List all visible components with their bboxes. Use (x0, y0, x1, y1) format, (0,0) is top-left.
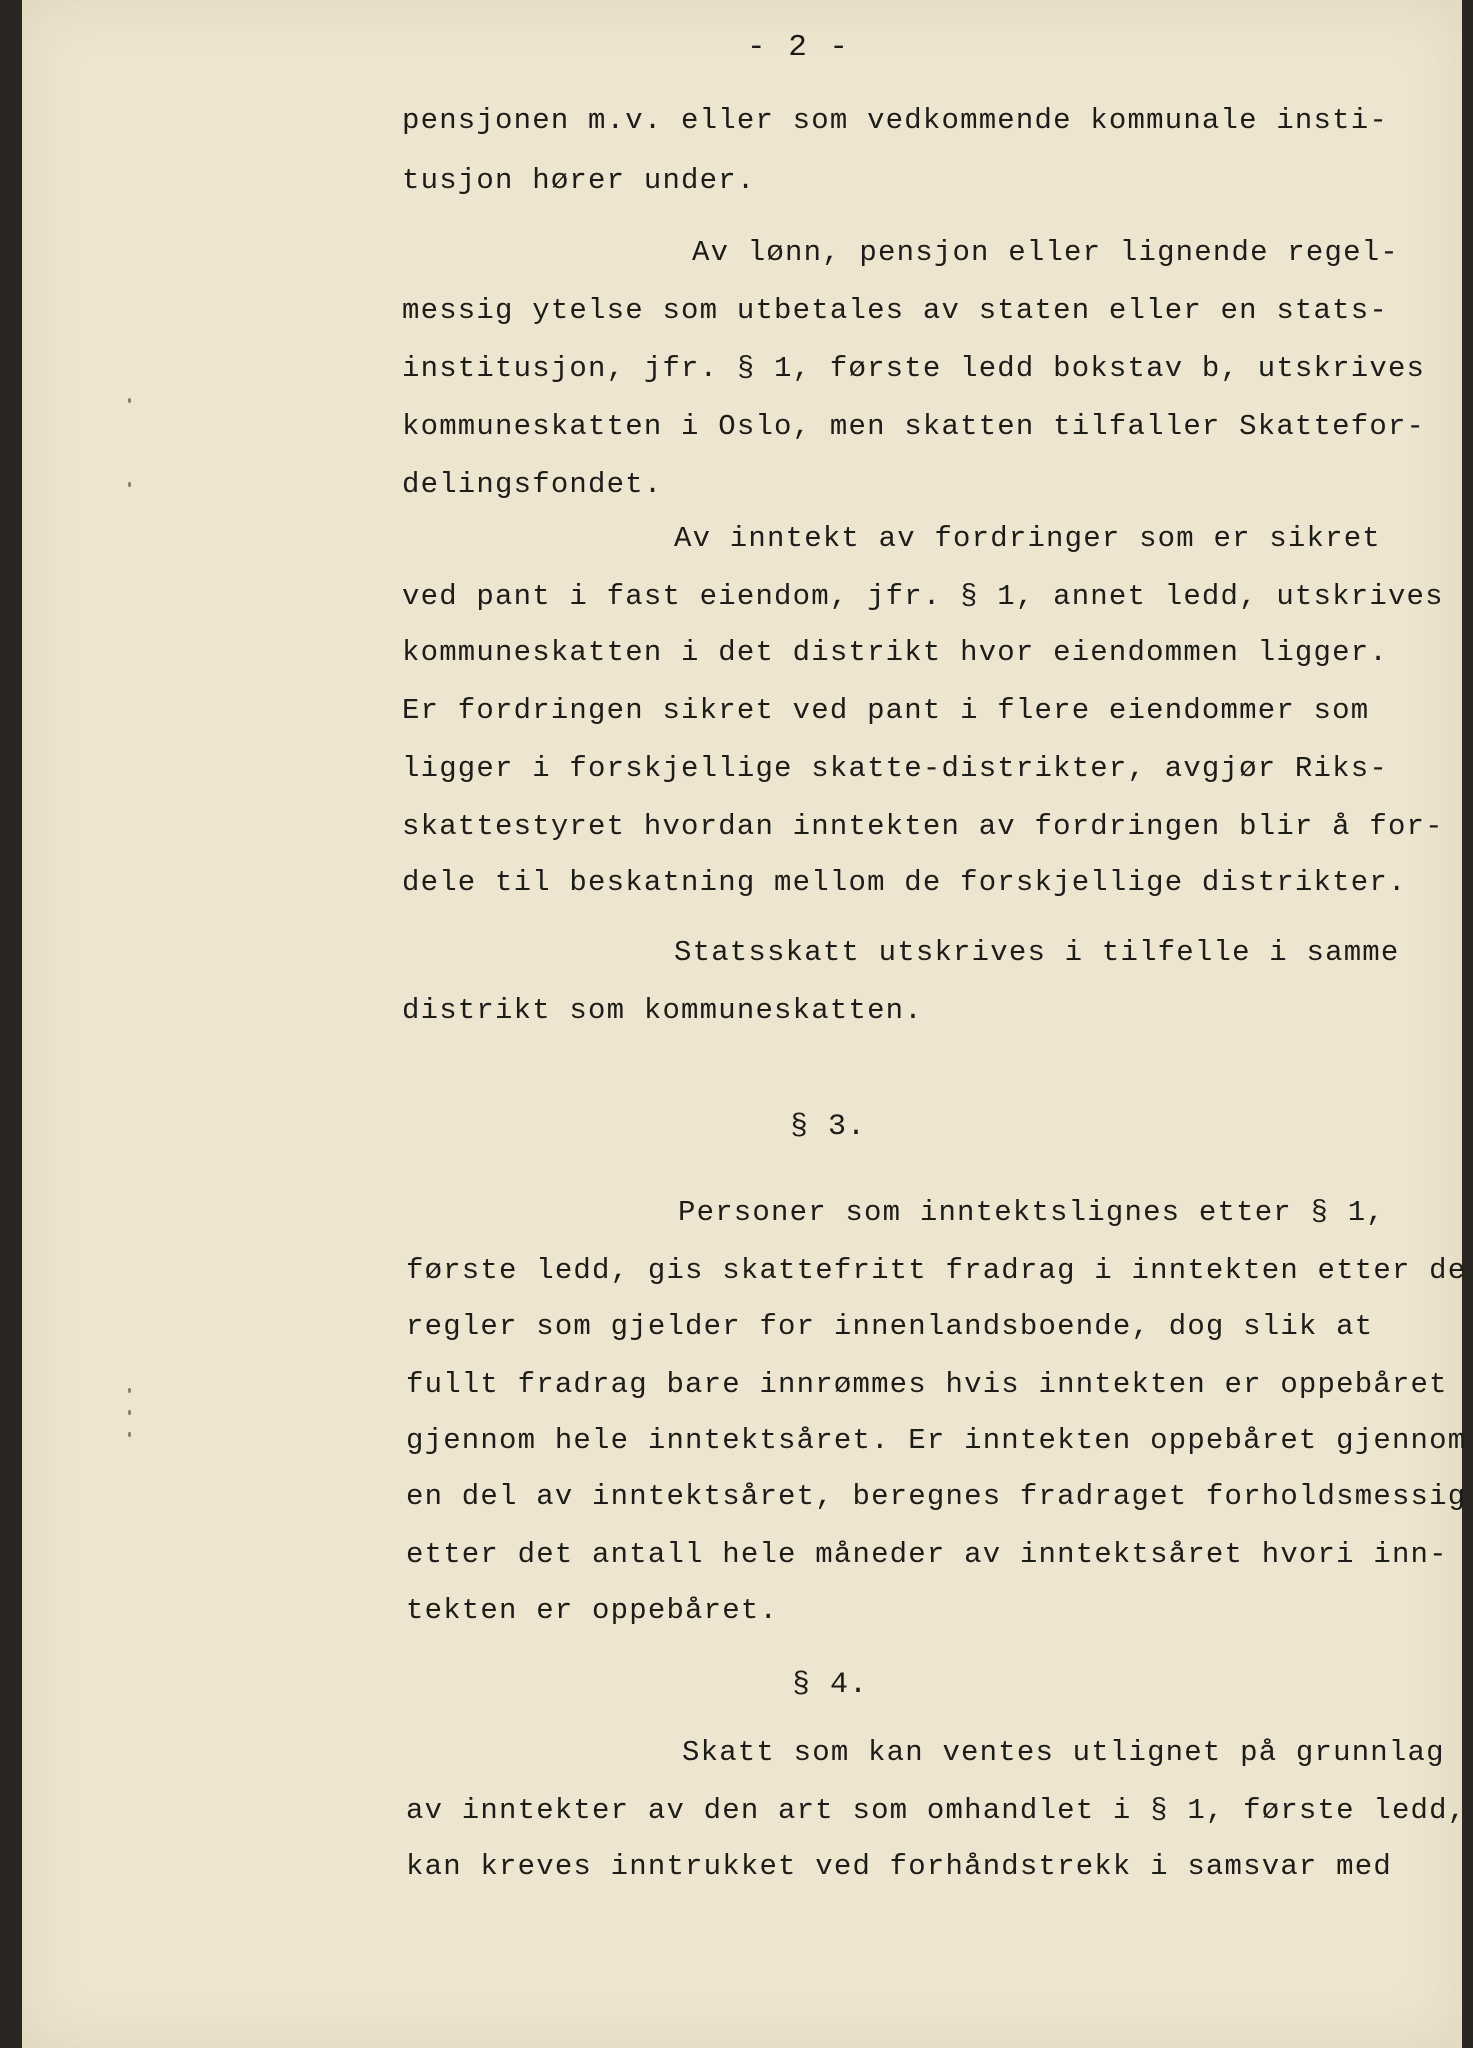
text-line: en del av inntektsåret, beregnes fradraget forholdsmessig (406, 1480, 1467, 1513)
text-line: etter det antall hele måneder av inntektsåret hvori inn- (406, 1538, 1448, 1571)
text-line: tekten er oppebåret. (406, 1594, 779, 1627)
text-line: kommuneskatten i Oslo, men skatten tilfaller Skattefor- (402, 410, 1426, 443)
margin-mark (128, 1410, 131, 1415)
section-heading: § 4. (792, 1668, 869, 1702)
text-line: kommuneskatten i det distrikt hvor eiendommen ligger. (402, 636, 1388, 669)
page-number: - 2 - (747, 30, 851, 65)
document-page (22, 0, 1467, 2048)
text-line: messig ytelse som utbetales av staten eller en stats- (402, 294, 1388, 327)
margin-mark (128, 1388, 131, 1393)
text-line: institusjon, jfr. § 1, første ledd bokstav b, utskrives (402, 352, 1426, 385)
text-line: Er fordringen sikret ved pant i flere eiendommer som (402, 694, 1370, 727)
text-line: pensjonen m.v. eller som vedkommende kommunale insti- (402, 104, 1388, 137)
text-line: ved pant i fast eiendom, jfr. § 1, annet ledd, utskrives (402, 580, 1444, 613)
text-line: fullt fradrag bare innrømmes hvis inntekten er oppebåret (406, 1368, 1448, 1401)
text-line: Personer som inntektslignes etter § 1, (678, 1196, 1385, 1229)
text-line: regler som gjelder for innenlandsboende, dog slik at (406, 1310, 1374, 1343)
text-line: gjennom hele inntektsåret. Er inntekten oppebåret gjennom (406, 1424, 1467, 1457)
text-line: distrikt som kommuneskatten. (402, 994, 923, 1027)
text-line: dele til beskatning mellom de forskjellige distrikter. (402, 866, 1407, 899)
text-line: delingsfondet. (402, 468, 663, 501)
text-line: av inntekter av den art som omhandlet i § 1, første ledd, (406, 1794, 1467, 1827)
text-line: Skatt som kan ventes utlignet på grunnlag (682, 1736, 1445, 1769)
text-line: Av lønn, pensjon eller lignende regel- (692, 236, 1399, 269)
text-line: tusjon hører under. (402, 164, 756, 197)
text-line: kan kreves inntrukket ved forhåndstrekk i samsvar med (406, 1850, 1392, 1883)
text-line: Statsskatt utskrives i tilfelle i samme (674, 936, 1400, 969)
margin-mark (128, 482, 131, 487)
margin-mark (128, 398, 131, 403)
text-line: skattestyret hvordan inntekten av fordringen blir å for- (402, 810, 1444, 843)
section-heading: § 3. (790, 1110, 867, 1144)
text-line: første ledd, gis skattefritt fradrag i inntekten etter de (406, 1254, 1467, 1287)
margin-mark (128, 1432, 131, 1437)
text-line: ligger i forskjellige skatte-distrikter, avgjør Riks- (402, 752, 1388, 785)
text-line: Av inntekt av fordringer som er sikret (674, 522, 1381, 555)
